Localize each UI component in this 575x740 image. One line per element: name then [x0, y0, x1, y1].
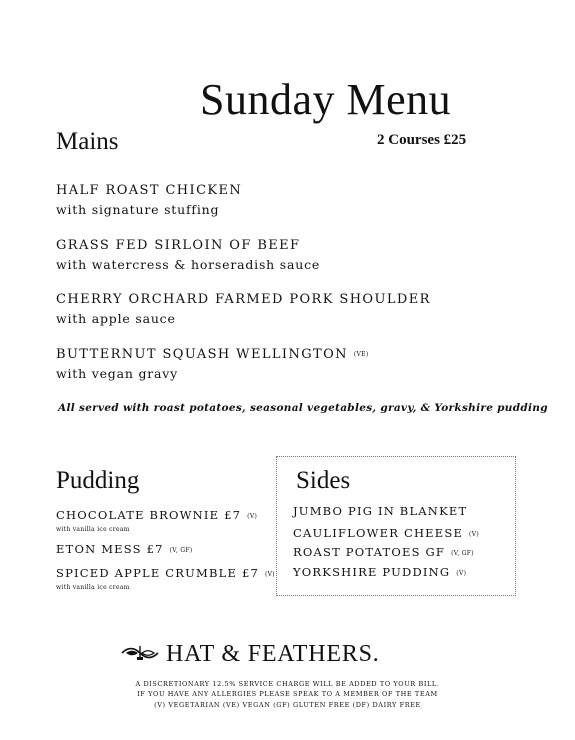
main-item-name: GRASS FED SIRLOIN OF BEEF [56, 238, 301, 253]
main-item-desc: with watercress & horseradish sauce [56, 257, 321, 272]
pudding-item-name: CHOCOLATE BROWNIE £7 [56, 508, 242, 522]
side-item-name: JUMBO PIG IN BLANKET [293, 504, 468, 518]
sides-heading: Sides [296, 467, 351, 494]
feather-hat-emblem-icon [120, 643, 160, 667]
side-item [293, 545, 474, 559]
main-item-name: BUTTERNUT SQUASH WELLINGTON [56, 347, 348, 362]
pudding-item [56, 542, 192, 556]
main-item-desc: with apple sauce [56, 311, 176, 326]
pudding-item-sub: with vanilla ice cream [56, 584, 130, 591]
pudding-item [56, 508, 257, 533]
main-item [56, 183, 242, 217]
main-item-name-row [56, 347, 369, 362]
diet-tag: (V) [456, 569, 467, 577]
main-item [56, 238, 320, 272]
main-item [56, 347, 369, 381]
pudding-item-name: SPICED APPLE CRUMBLE £7 [56, 566, 259, 580]
diet-tag: (V) [247, 512, 258, 520]
diet-tag: (V) [469, 530, 479, 538]
main-item-desc: with signature stuffing [56, 202, 220, 217]
side-item-name: YORKSHIRE PUDDING [293, 565, 451, 579]
served-note: All served with roast potatoes, seasonal vegetables, gravy, & Yorkshire pudding [58, 402, 548, 414]
mains-heading: Mains [56, 128, 119, 155]
course-price: 2 Courses £25 [377, 132, 467, 148]
brand-name: HAT & FEATHERS. [166, 641, 380, 667]
dietary-key: (V) VEGETARIAN (VE) VEGAN (GF) GLUTEN FREE (DF) DAIRY FREE [154, 701, 421, 709]
diet-tag: (V) [265, 570, 275, 578]
service-charge-note: A DISCRETIONARY 12.5% SERVICE CHARGE WILL BE ADDED TO YOUR BILL. [135, 680, 440, 688]
pudding-heading: Pudding [56, 467, 140, 494]
pudding-item-sub: with vanilla ice cream [56, 526, 130, 533]
side-item [293, 565, 466, 579]
main-item-name: HALF ROAST CHICKEN [56, 183, 243, 198]
brand-logo [120, 641, 380, 668]
diet-tag: (VE) [353, 351, 369, 358]
side-item-name: CAULIFLOWER CHEESE [293, 526, 464, 540]
pudding-item [56, 566, 275, 591]
diet-tag: (V, GF) [169, 546, 193, 554]
pudding-item-name: ETON MESS £7 [56, 542, 164, 556]
side-item [293, 526, 479, 540]
main-item [56, 292, 431, 326]
side-item [293, 504, 467, 518]
side-item-name: ROAST POTATOES GF [293, 545, 446, 559]
diet-tag: (V, GF) [451, 549, 474, 557]
allergy-note: IF YOU HAVE ANY ALLERGIES PLEASE SPEAK TO A MEMBER OF THE TEAM [137, 690, 438, 698]
main-item-name: CHERRY ORCHARD FARMED PORK SHOULDER [56, 292, 431, 307]
menu-title: Sunday Menu [200, 75, 452, 124]
main-item-desc: with vegan gravy [56, 366, 179, 381]
